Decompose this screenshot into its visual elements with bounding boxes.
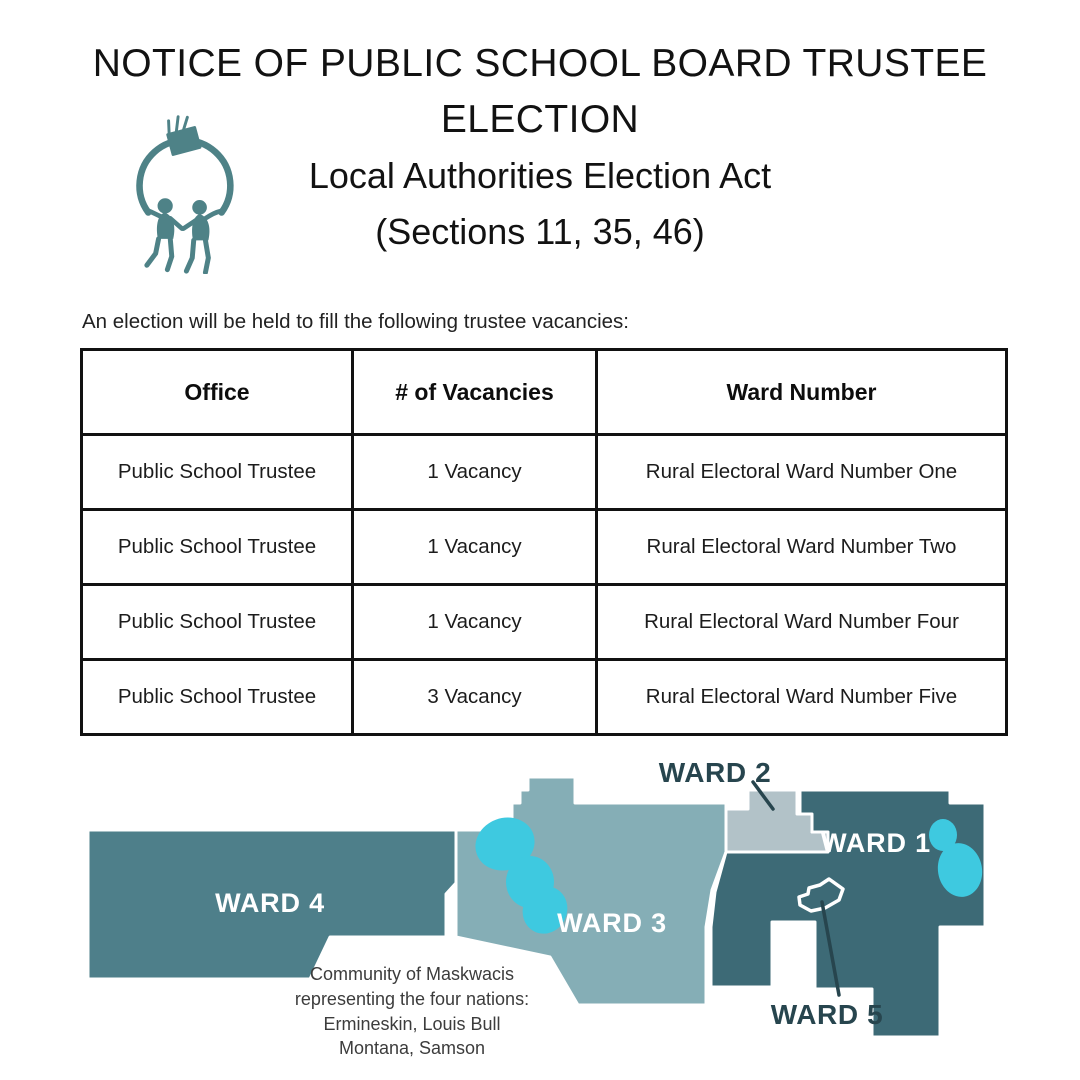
ward-2-label: WARD 2 (658, 757, 772, 788)
ward-5-label: WARD 5 (770, 999, 884, 1030)
cell-vacancies: 3 Vacancy (353, 660, 597, 735)
page-title-line2: ELECTION (440, 98, 640, 141)
vacancies-table (80, 348, 1008, 736)
children-book-logo (104, 110, 260, 274)
cell-ward: Rural Electoral Ward Number One (597, 435, 1007, 510)
intro-text: An election will be held to fill the following trustee vacancies: (82, 310, 629, 333)
children-book-logo-svg (104, 110, 260, 274)
ward-1-label: WARD 1 (821, 828, 931, 858)
maskwacis-note (295, 964, 529, 1058)
col-header-office: Office (82, 350, 353, 435)
cell-office: Public School Trustee (82, 510, 353, 585)
cell-office: Public School Trustee (82, 585, 353, 660)
cell-vacancies: 1 Vacancy (353, 585, 597, 660)
cell-ward: Rural Electoral Ward Number Four (597, 585, 1007, 660)
col-header-vacancies: # of Vacancies (353, 350, 597, 435)
ward-4-label: WARD 4 (215, 888, 325, 918)
girl-head (158, 198, 173, 213)
book-cover-icon (166, 126, 202, 157)
boy-legs (186, 240, 208, 272)
ward-3-label: WARD 3 (557, 908, 667, 938)
table-row (82, 585, 1007, 660)
cell-ward: Rural Electoral Ward Number Two (597, 510, 1007, 585)
note-line-2: representing the four nations: (294, 989, 530, 1009)
table-header-row (82, 350, 1007, 435)
col-header-ward-number: Ward Number (597, 350, 1007, 435)
cell-office: Public School Trustee (82, 660, 353, 735)
table-row (82, 510, 1007, 585)
note-line-3: Ermineskin, Louis Bull (323, 1014, 501, 1034)
logo-fill-group (140, 114, 231, 272)
table-row (82, 660, 1007, 735)
cell-vacancies: 1 Vacancy (353, 510, 597, 585)
cell-ward: Rural Electoral Ward Number Five (597, 660, 1007, 735)
boy-head (192, 200, 207, 215)
cell-office: Public School Trustee (82, 435, 353, 510)
note-line-4: Montana, Samson (338, 1038, 486, 1058)
page-title-line1: NOTICE OF PUBLIC SCHOOL BOARD TRUSTEE (92, 42, 988, 85)
table-row (82, 435, 1007, 510)
subtitle-sections: (Sections 11, 35, 46) (375, 211, 705, 252)
ward-map (0, 752, 1080, 1080)
note-line-1: Community of Maskwacis (309, 964, 515, 984)
girl-legs (147, 239, 172, 270)
cell-vacancies: 1 Vacancy (353, 435, 597, 510)
subtitle-act: Local Authorities Election Act (308, 155, 772, 196)
